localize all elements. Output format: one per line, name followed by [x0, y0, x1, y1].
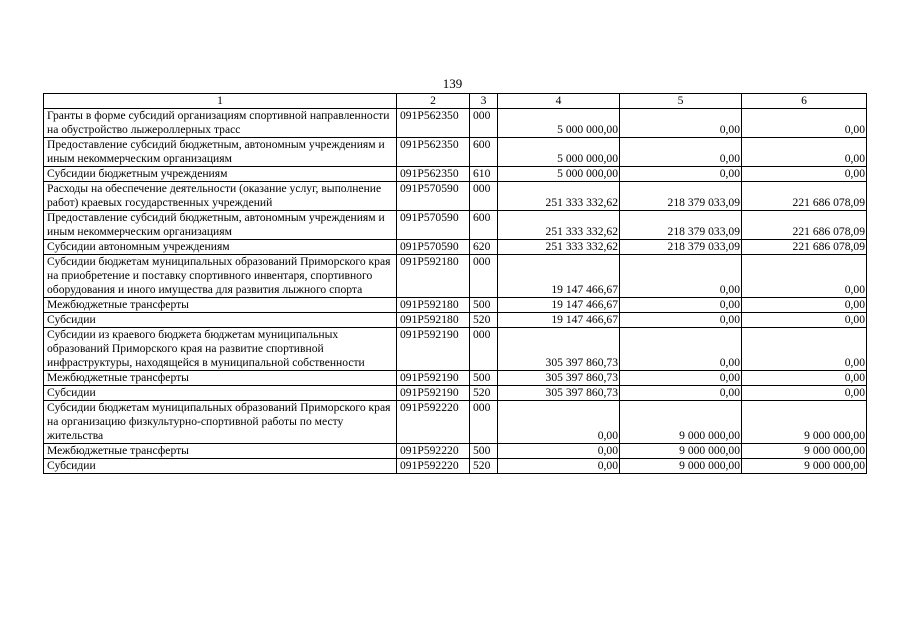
expense-type-cell: 500: [470, 371, 498, 386]
amount-col6-cell: 0,00: [742, 167, 867, 182]
row-name-cell: Предоставление субсидий бюджетным, автономным учреждениям и иным некоммерческим организациям: [44, 138, 397, 167]
amount-col6-cell: 0,00: [742, 328, 867, 371]
expense-type-cell: 000: [470, 109, 498, 138]
row-name-cell: Субсидии бюджетным учреждениям: [44, 167, 397, 182]
amount-col5-cell: 0,00: [620, 167, 742, 182]
table-row: [44, 211, 867, 240]
table-header-row: [44, 94, 867, 109]
amount-col4-cell: 251 333 332,62: [498, 211, 620, 240]
amount-col6-cell: 0,00: [742, 138, 867, 167]
target-article-cell: 091P592190: [397, 328, 470, 371]
expense-type-cell: 600: [470, 211, 498, 240]
amount-col5-cell: 0,00: [620, 109, 742, 138]
target-article-cell: 091P592220: [397, 444, 470, 459]
row-name-cell: Субсидии бюджетам муниципальных образований Приморского края на организацию физкультурно-спортивной работы по месту жительства: [44, 401, 397, 444]
expense-type-cell: 520: [470, 386, 498, 401]
amount-col4-cell: 0,00: [498, 459, 620, 474]
amount-col4-cell: 251 333 332,62: [498, 240, 620, 255]
column-header: 2: [397, 94, 470, 109]
amount-col4-cell: 19 147 466,67: [498, 298, 620, 313]
table-row: [44, 109, 867, 138]
table-row: [44, 328, 867, 371]
table-row: [44, 386, 867, 401]
amount-col6-cell: 221 686 078,09: [742, 211, 867, 240]
target-article-cell: 091P592180: [397, 255, 470, 298]
table-row: [44, 167, 867, 182]
row-name-cell: Расходы на обеспечение деятельности (оказание услуг, выполнение работ) краевых государственных учреждений: [44, 182, 397, 211]
table-row: [44, 401, 867, 444]
amount-col5-cell: 218 379 033,09: [620, 240, 742, 255]
amount-col6-cell: 9 000 000,00: [742, 444, 867, 459]
target-article-cell: 091P570590: [397, 211, 470, 240]
target-article-cell: 091P592220: [397, 401, 470, 444]
row-name-cell: Субсидии: [44, 459, 397, 474]
amount-col4-cell: 0,00: [498, 444, 620, 459]
expense-type-cell: 000: [470, 328, 498, 371]
amount-col6-cell: 221 686 078,09: [742, 182, 867, 211]
target-article-cell: 091P592190: [397, 386, 470, 401]
amount-col4-cell: 305 397 860,73: [498, 386, 620, 401]
target-article-cell: 091P592190: [397, 371, 470, 386]
target-article-cell: 091P592180: [397, 298, 470, 313]
row-name-cell: Гранты в форме субсидий организациям спортивной направленности на обустройство лыжероллерных трасс: [44, 109, 397, 138]
amount-col5-cell: 218 379 033,09: [620, 182, 742, 211]
target-article-cell: 091P562350: [397, 167, 470, 182]
target-article-cell: 091P592180: [397, 313, 470, 328]
table-row: [44, 138, 867, 167]
expense-type-cell: 520: [470, 459, 498, 474]
target-article-cell: 091P570590: [397, 240, 470, 255]
table-row: [44, 240, 867, 255]
amount-col5-cell: 0,00: [620, 371, 742, 386]
table-row: [44, 444, 867, 459]
amount-col4-cell: 305 397 860,73: [498, 371, 620, 386]
amount-col6-cell: 0,00: [742, 298, 867, 313]
row-name-cell: Субсидии: [44, 386, 397, 401]
column-header: 4: [498, 94, 620, 109]
expense-type-cell: 610: [470, 167, 498, 182]
amount-col5-cell: 0,00: [620, 313, 742, 328]
budget-table: [43, 93, 867, 474]
table-row: [44, 371, 867, 386]
page-number: 139: [442, 76, 463, 91]
amount-col5-cell: 0,00: [620, 255, 742, 298]
amount-col6-cell: 0,00: [742, 255, 867, 298]
amount-col6-cell: 0,00: [742, 386, 867, 401]
expense-type-cell: 000: [470, 182, 498, 211]
amount-col5-cell: 0,00: [620, 138, 742, 167]
row-name-cell: Субсидии из краевого бюджета бюджетам муниципальных образований Приморского края на развитие спортивной инфраструктуры, находящейся в муниципальной собственности: [44, 328, 397, 371]
row-name-cell: Межбюджетные трансферты: [44, 371, 397, 386]
target-article-cell: 091P562350: [397, 138, 470, 167]
expense-type-cell: 000: [470, 255, 498, 298]
table-row: [44, 298, 867, 313]
column-header: 5: [620, 94, 742, 109]
row-name-cell: Межбюджетные трансферты: [44, 298, 397, 313]
amount-col4-cell: 5 000 000,00: [498, 138, 620, 167]
column-header: 1: [44, 94, 397, 109]
expense-type-cell: 600: [470, 138, 498, 167]
expense-type-cell: 000: [470, 401, 498, 444]
target-article-cell: 091P562350: [397, 109, 470, 138]
row-name-cell: Субсидии бюджетам муниципальных образований Приморского края на приобретение и поставку спортивного инвентаря, спортивного оборудования и иного имущества для развития лыжного спорта: [44, 255, 397, 298]
amount-col6-cell: 9 000 000,00: [742, 459, 867, 474]
column-header: 3: [470, 94, 498, 109]
expense-type-cell: 520: [470, 313, 498, 328]
amount-col4-cell: 5 000 000,00: [498, 109, 620, 138]
amount-col5-cell: 0,00: [620, 298, 742, 313]
amount-col6-cell: 0,00: [742, 313, 867, 328]
table-row: [44, 255, 867, 298]
amount-col5-cell: 218 379 033,09: [620, 211, 742, 240]
amount-col5-cell: 0,00: [620, 386, 742, 401]
amount-col5-cell: 9 000 000,00: [620, 444, 742, 459]
amount-col6-cell: 9 000 000,00: [742, 401, 867, 444]
amount-col4-cell: 19 147 466,67: [498, 313, 620, 328]
row-name-cell: Межбюджетные трансферты: [44, 444, 397, 459]
expense-type-cell: 500: [470, 298, 498, 313]
table-row: [44, 313, 867, 328]
amount-col5-cell: 9 000 000,00: [620, 401, 742, 444]
expense-type-cell: 500: [470, 444, 498, 459]
amount-col4-cell: 0,00: [498, 401, 620, 444]
amount-col4-cell: 251 333 332,62: [498, 182, 620, 211]
amount-col5-cell: 9 000 000,00: [620, 459, 742, 474]
amount-col4-cell: 19 147 466,67: [498, 255, 620, 298]
amount-col5-cell: 0,00: [620, 328, 742, 371]
row-name-cell: Субсидии автономным учреждениям: [44, 240, 397, 255]
amount-col6-cell: 221 686 078,09: [742, 240, 867, 255]
target-article-cell: 091P570590: [397, 182, 470, 211]
row-name-cell: Предоставление субсидий бюджетным, автономным учреждениям и иным некоммерческим организациям: [44, 211, 397, 240]
expense-type-cell: 620: [470, 240, 498, 255]
table-row: [44, 182, 867, 211]
column-header: 6: [742, 94, 867, 109]
amount-col6-cell: 0,00: [742, 109, 867, 138]
row-name-cell: Субсидии: [44, 313, 397, 328]
amount-col4-cell: 305 397 860,73: [498, 328, 620, 371]
amount-col4-cell: 5 000 000,00: [498, 167, 620, 182]
target-article-cell: 091P592220: [397, 459, 470, 474]
amount-col6-cell: 0,00: [742, 371, 867, 386]
table-row: [44, 459, 867, 474]
